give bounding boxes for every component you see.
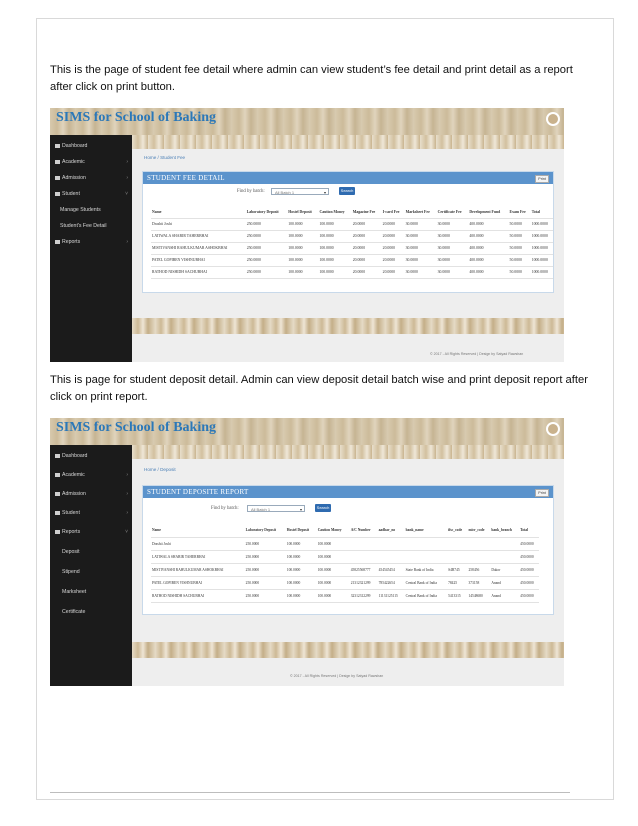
sidebar-item-dashboard[interactable]: Dashboard	[55, 143, 87, 149]
table-cell: MISTIVANSHI RAHULKUMAR ASHOKBHAI	[151, 242, 246, 254]
table-cell: 450.0000	[519, 563, 539, 576]
column-header[interactable]: Hostel Deposit	[286, 524, 317, 537]
table-cell: 100.0000	[287, 218, 318, 230]
sidebar	[50, 135, 132, 362]
table-cell: LATIWALA SHABIR TAHERBHAI	[151, 230, 246, 242]
avatar[interactable]	[546, 422, 560, 436]
fee-table	[151, 206, 553, 279]
table-row	[151, 218, 553, 230]
column-header[interactable]: I-card Fee	[382, 206, 405, 218]
table-cell: 100.0000	[286, 576, 317, 589]
paragraph-deposit-detail: This is page for student deposit detail. Admin can view deposit detail batch wise and print deposit report after click on print report.	[50, 374, 588, 403]
table-cell: 100.0000	[318, 218, 351, 230]
panel-header	[143, 486, 553, 498]
table-cell: 250.0000	[245, 563, 286, 576]
app-title: SIMS for School of Baking	[56, 420, 216, 435]
table-cell: 250.0000	[245, 576, 286, 589]
table-cell: 250.0000	[246, 218, 288, 230]
table-cell: 20.0000	[382, 254, 405, 266]
column-header[interactable]: Magazine Fee	[352, 206, 382, 218]
panel-title: STUDENT DEPOSITE REPORT	[147, 488, 249, 496]
fee-detail-panel	[142, 171, 554, 293]
table-cell: Anand	[490, 576, 519, 589]
table-cell: 30.0000	[405, 218, 437, 230]
panel-header	[143, 172, 553, 184]
table-cell	[378, 537, 405, 550]
chevron-right-icon: ›	[126, 510, 128, 516]
table-cell: Central Bank of India	[405, 576, 447, 589]
admission-icon	[55, 492, 60, 496]
table-cell	[350, 550, 378, 563]
fee-detail-screenshot	[50, 108, 564, 362]
table-cell: LATIWALA SHABIR TAHERBHAI	[151, 550, 245, 563]
table-cell: 100.0000	[287, 242, 318, 254]
column-header[interactable]: bank_branch	[490, 524, 519, 537]
table-cell: 11131125115	[378, 589, 405, 602]
copyright: © 2017 - All Rights Reserved | Design by Satyad Rawshan	[430, 352, 524, 356]
table-cell	[490, 550, 519, 563]
find-by-batch-label: Find by batch:	[211, 506, 239, 511]
column-header[interactable]: Marksheet Fee	[405, 206, 437, 218]
search-button[interactable]: Search	[340, 188, 354, 193]
table-cell: 100.0000	[317, 537, 350, 550]
table-cell	[405, 550, 447, 563]
table-cell: 1000.0000	[531, 242, 553, 254]
table-cell: Anand	[490, 589, 519, 602]
table-cell: 250.0000	[246, 266, 288, 278]
table-cell: 400.0000	[468, 218, 508, 230]
column-header[interactable]: Total	[519, 524, 539, 537]
table-cell: 20.0000	[382, 266, 405, 278]
table-cell: 50.0000	[509, 242, 531, 254]
table-cell: 100.0000	[317, 576, 350, 589]
table-cell: 30.0000	[405, 254, 437, 266]
chevron-down-icon: ˅	[125, 529, 128, 535]
table-cell: 450.0000	[519, 576, 539, 589]
table-row	[151, 230, 553, 242]
table-row	[151, 563, 539, 576]
table-cell: 250.0000	[245, 589, 286, 602]
search-button[interactable]: Search	[316, 505, 330, 510]
column-header[interactable]: Caution Money	[318, 206, 351, 218]
table-cell: Drashti Joshi	[151, 218, 246, 230]
table-cell: 1000.0000	[531, 230, 553, 242]
column-header[interactable]: Name	[151, 524, 245, 537]
sidebar-item-reports[interactable]: Reports	[55, 529, 80, 535]
table-cell: 20.0000	[352, 254, 382, 266]
table-cell: PATEL GOPIBEN VISHNUBHAI	[151, 254, 246, 266]
table-cell: 1000.0000	[531, 266, 553, 278]
breadcrumb[interactable]: Home / Student Fee	[144, 155, 186, 160]
paragraph-fee-detail: This is the page of student fee detail where admin can view student’s fee detail and print detail as a report after click on print button.	[50, 64, 573, 93]
table-cell: 30.0000	[405, 230, 437, 242]
table-cell: 250.0000	[245, 550, 286, 563]
column-header[interactable]: micr_code	[467, 524, 490, 537]
table-cell: 250.0000	[245, 537, 286, 550]
grid-icon	[55, 473, 60, 477]
table-cell: 30.0000	[437, 230, 469, 242]
table-cell: 1000.0000	[531, 254, 553, 266]
column-header[interactable]: Development Fund	[468, 206, 508, 218]
table-cell: 400.0000	[468, 230, 508, 242]
sidebar-item-stipend[interactable]: Stipend	[62, 569, 80, 575]
table-cell: 250.0000	[246, 230, 288, 242]
user-icon	[55, 511, 60, 515]
app-title: SIMS for School of Baking	[56, 110, 216, 125]
table-cell: Dakor	[490, 563, 519, 576]
table-cell	[467, 537, 490, 550]
table-cell: 21312321299	[350, 576, 378, 589]
table-cell: 450.0000	[519, 550, 539, 563]
column-header[interactable]: Certificate Fee	[437, 206, 469, 218]
home-icon	[55, 144, 60, 148]
table-cell: 50.0000	[509, 218, 531, 230]
table-cell: 100.0000	[317, 589, 350, 602]
table-cell: 400.0000	[468, 242, 508, 254]
table-cell: 20.0000	[382, 230, 405, 242]
table-cell: 100.0000	[287, 254, 318, 266]
table-row	[151, 576, 539, 589]
table-cell	[490, 537, 519, 550]
deposit-table	[151, 524, 539, 603]
chevron-right-icon: ›	[126, 159, 128, 165]
table-cell: MISTIVANSHI RAHULKUMAR ASHOKBHAI	[151, 563, 245, 576]
print-button[interactable]: Print	[535, 175, 549, 183]
table-cell: 45825568777	[350, 563, 378, 576]
table-cell: 30.0000	[437, 218, 469, 230]
sidebar-item-student[interactable]: Student	[55, 510, 80, 516]
column-header[interactable]: ifsc_code	[447, 524, 467, 537]
table-row	[151, 266, 553, 278]
column-header[interactable]: Hostel Deposit	[287, 206, 318, 218]
column-header[interactable]: Laboratory Deposit	[246, 206, 288, 218]
sidebar-item-fee-detail[interactable]: Student's Fee Detail	[60, 223, 107, 229]
table-header-row	[151, 524, 539, 537]
table-cell	[467, 550, 490, 563]
chevron-right-icon: ›	[126, 175, 128, 181]
table-cell	[378, 550, 405, 563]
footer-wood-strip	[132, 642, 564, 658]
footer-rule	[50, 792, 570, 793]
table-cell: 373158	[467, 576, 490, 589]
home-icon	[55, 454, 60, 458]
table-cell: 5413315	[447, 589, 467, 602]
sidebar-item-reports[interactable]: Reports	[55, 239, 80, 245]
sidebar-item-academic[interactable]: Academic	[55, 472, 85, 478]
table-cell: 400.0000	[468, 266, 508, 278]
table-cell: 30.0000	[405, 266, 437, 278]
table-row	[151, 537, 539, 550]
batch-select[interactable]: All Batch 1 ▾	[271, 188, 329, 195]
chevron-down-icon: ˅	[125, 191, 128, 197]
table-row	[151, 242, 553, 254]
header-banner	[50, 108, 564, 135]
print-button[interactable]: Print	[535, 489, 549, 497]
sidebar-item-student[interactable]: Student	[55, 191, 80, 197]
table-cell: 78425	[447, 576, 467, 589]
table-cell: S4B745	[447, 563, 467, 576]
table-cell: 100.0000	[287, 230, 318, 242]
table-row	[151, 550, 539, 563]
table-cell: 50.0000	[509, 254, 531, 266]
top-wood-strip	[132, 445, 564, 459]
column-header[interactable]: aadhar_no	[378, 524, 405, 537]
table-cell: 250.0000	[246, 254, 288, 266]
table-cell: 100.0000	[318, 266, 351, 278]
table-cell: 450.0000	[519, 589, 539, 602]
sidebar-item-academic[interactable]: Academic	[55, 159, 85, 165]
table-cell: 100.0000	[318, 242, 351, 254]
table-cell: 1000.0000	[531, 218, 553, 230]
sidebar-item-dashboard[interactable]: Dashboard	[55, 453, 87, 459]
column-header[interactable]: Exam Fee	[509, 206, 531, 218]
table-cell: RATHOD NISHIDH SACHUBHAI	[151, 266, 246, 278]
table-header-row	[151, 206, 553, 218]
table-cell: 100.0000	[286, 563, 317, 576]
admission-icon	[55, 176, 60, 180]
reports-icon	[55, 240, 60, 244]
table-cell	[447, 550, 467, 563]
sidebar-item-admission[interactable]: Admission	[55, 175, 86, 181]
chevron-right-icon: ›	[126, 491, 128, 497]
table-cell: 100.0000	[318, 230, 351, 242]
table-cell: 100.0000	[286, 537, 317, 550]
table-cell: 14548680	[467, 589, 490, 602]
caret-down-icon: ▾	[299, 507, 302, 512]
panel-title: STUDENT FEE DETAIL	[147, 174, 225, 182]
table-cell: 30.0000	[437, 266, 469, 278]
find-by-batch-label: Find by batch:	[237, 189, 265, 194]
sidebar-item-certificate[interactable]: Certificate	[62, 609, 86, 615]
table-cell: 100.0000	[317, 550, 350, 563]
chevron-right-icon: ›	[126, 472, 128, 478]
table-cell: 400.0000	[468, 254, 508, 266]
table-cell: 100.0000	[317, 563, 350, 576]
table-cell: 100.0000	[287, 266, 318, 278]
table-cell: Central Bank of India	[405, 589, 447, 602]
sidebar-item-marksheet[interactable]: Marksheet	[62, 589, 87, 595]
table-cell: PATEL GOPIBEN VISHNUBHAI	[151, 576, 245, 589]
batch-select[interactable]: All Batch 1 ▾	[247, 505, 305, 512]
table-row	[151, 589, 539, 602]
chevron-right-icon: ›	[126, 239, 128, 245]
column-header[interactable]: A/C Number	[350, 524, 378, 537]
column-header[interactable]: Total	[531, 206, 553, 218]
table-cell: 100.0000	[286, 589, 317, 602]
user-icon	[55, 192, 60, 196]
grid-icon	[55, 160, 60, 164]
table-cell: Drashti Joshi	[151, 537, 245, 550]
caret-down-icon: ▾	[323, 190, 326, 195]
sidebar	[50, 445, 132, 686]
table-cell: 32312312299	[350, 589, 378, 602]
table-cell: 20.0000	[382, 242, 405, 254]
table-cell: 20.0000	[352, 218, 382, 230]
table-cell: 100.0000	[286, 550, 317, 563]
sidebar-item-admission[interactable]: Admission	[55, 491, 86, 497]
table-cell	[350, 537, 378, 550]
table-cell: 785422654	[378, 576, 405, 589]
deposit-report-screenshot	[50, 418, 564, 686]
column-header[interactable]: Name	[151, 206, 246, 218]
column-header[interactable]: bank_name	[405, 524, 447, 537]
reports-icon	[55, 530, 60, 534]
table-cell: 258456	[467, 563, 490, 576]
table-cell: State Bank of India	[405, 563, 447, 576]
column-header[interactable]: Caution Money	[317, 524, 350, 537]
table-cell: 250.0000	[246, 242, 288, 254]
table-row	[151, 254, 553, 266]
footer-wood-strip	[132, 318, 564, 334]
table-cell: RATHOD NISHIDH SACHUBHAI	[151, 589, 245, 602]
copyright: © 2017 - All Rights Reserved | Design by Satyad Rawshan	[290, 674, 384, 678]
column-header[interactable]: Laboratory Deposit	[245, 524, 286, 537]
sidebar-item-manage-students[interactable]: Manage Students	[60, 207, 101, 213]
table-cell: 20.0000	[352, 266, 382, 278]
header-banner	[50, 418, 564, 445]
table-cell: 30.0000	[437, 254, 469, 266]
table-cell	[447, 537, 467, 550]
table-cell: 20.0000	[352, 230, 382, 242]
breadcrumb[interactable]: Home / Deposit	[144, 467, 176, 472]
table-cell: 50.0000	[509, 266, 531, 278]
top-wood-strip	[132, 135, 564, 149]
table-cell: 50.0000	[509, 230, 531, 242]
sidebar-item-deposit[interactable]: Deposit	[62, 549, 80, 555]
table-cell: 450.0000	[519, 537, 539, 550]
table-cell: 100.0000	[318, 254, 351, 266]
table-cell: 454545454	[378, 563, 405, 576]
avatar[interactable]	[546, 112, 560, 126]
table-cell: 30.0000	[405, 242, 437, 254]
table-cell: 30.0000	[437, 242, 469, 254]
table-cell: 20.0000	[382, 218, 405, 230]
table-cell: 20.0000	[352, 242, 382, 254]
table-cell	[405, 537, 447, 550]
deposit-report-panel	[142, 485, 554, 615]
